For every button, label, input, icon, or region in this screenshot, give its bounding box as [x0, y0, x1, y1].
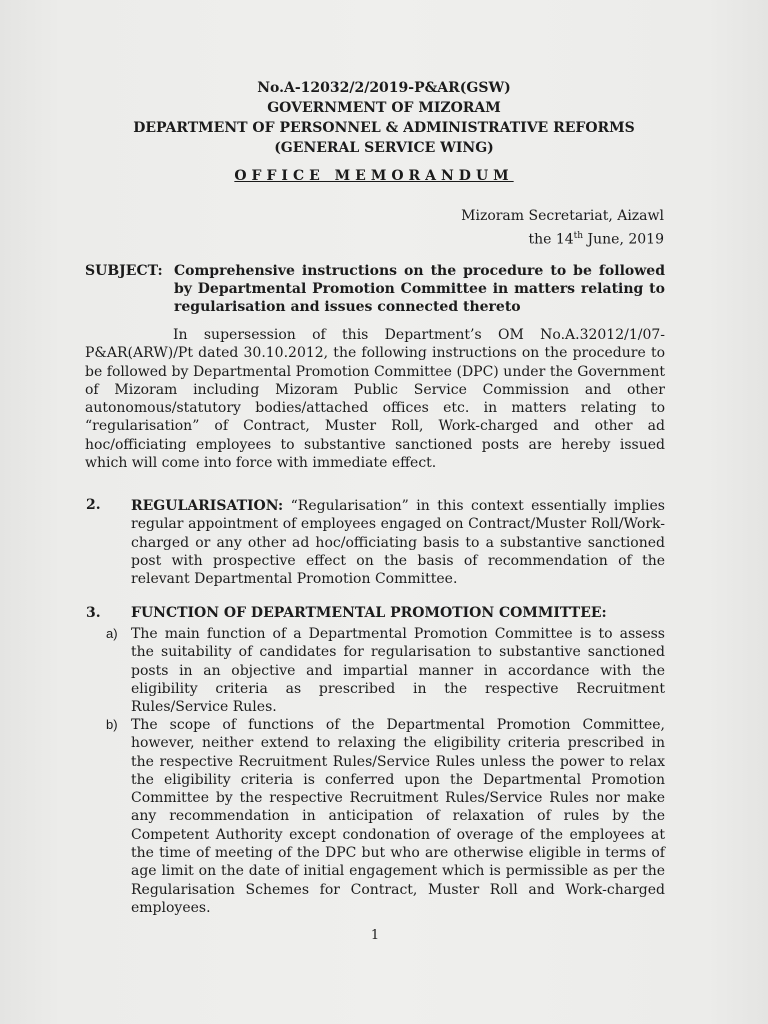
memo-title: OFFICE MEMORANDUM [234, 168, 514, 184]
date: the 14th June, 2019 [528, 231, 664, 248]
letterhead [0, 78, 768, 158]
section-2-number: 2. [86, 497, 101, 513]
item-b-label: b) [106, 717, 118, 732]
section-2-body [131, 497, 665, 588]
page-number: 1 [370, 928, 380, 943]
item-b-text: The scope of functions of the Departmental Promotion Committee, however, neither extend to relaxing the eligibility criteria prescribed in the respective Recruitment Rules/Service Rules unless the power to relax the eligibility criteria is conferred upon the Departmental Promotion Committee by the respective Recruitment Rules/Service Rules nor make any recommendation in anticipation of relaxation of rules by the Competent Authority except condonation of overage of the employees at the time of meeting of the DPC but who are otherwise eligible in terms of age limit on the date of initial engagement which is permissible as per the Regularisation Schemes for Contract, Muster Roll and Work-charged employees. [131, 717, 665, 916]
subject-label: SUBJECT: [85, 263, 163, 279]
department-name: DEPARTMENT OF PERSONNEL & ADMINISTRATIVE REFORMS [133, 120, 635, 136]
item-a-label: a) [106, 626, 118, 641]
item-a-text: The main function of a Departmental Promotion Committee is to assess the suitability of candidates for regularisation to substantive sanctioned posts in an objective and impartial manner in accordance with the eligibility criteria as prescribed in the respective Recruitment Rules/Service Rules. [131, 626, 665, 716]
government-name: GOVERNMENT OF MIZORAM [267, 100, 501, 116]
section-2-heading: REGULARISATION: [131, 498, 284, 514]
memo-title-row [0, 168, 748, 184]
section-3-heading: FUNCTION OF DEPARTMENTAL PROMOTION COMMITTEE: [131, 605, 607, 621]
section-2-text: “Regularisation” in this context essentially implies regular appointment of employees engaged on Contract/Muster Roll/Work-charged or any other ad hoc/officiating basis to a substantive sanctioned post with prospective effect on the basis of recommendation of the relevant Departmental Promotion Committee. [131, 498, 665, 588]
section-3-number: 3. [86, 605, 101, 621]
location: Mizoram Secretariat, Aizawl [461, 208, 664, 224]
wing-name: (GENERAL SERVICE WING) [274, 140, 494, 156]
paragraph-1: In supersession of this Department’s OM No.A.32012/1/07-P&AR(ARW)/Pt dated 30.10.2012, the following instructions on the procedure to be followed by Departmental Promotion Committee (DPC) under the Government of Mizoram including Mizoram Public Service Commission and other autonomous/statutory bodies/attached offices etc. in matters relating to “regularisation” of Contract, Muster Roll, Work-charged and other ad hoc/officiating employees to substantive sanctioned posts are hereby issued which will come into force with immediate effect. [85, 327, 665, 472]
subject-text: Comprehensive instructions on the procedure to be followed by Departmental Promotion Committee in matters relating to regularisation and issues connected thereto [174, 263, 665, 315]
subject-block [85, 262, 665, 316]
place-date [461, 206, 664, 250]
memo-number: No.A-12032/2/2019-P&AR(GSW) [257, 80, 511, 96]
